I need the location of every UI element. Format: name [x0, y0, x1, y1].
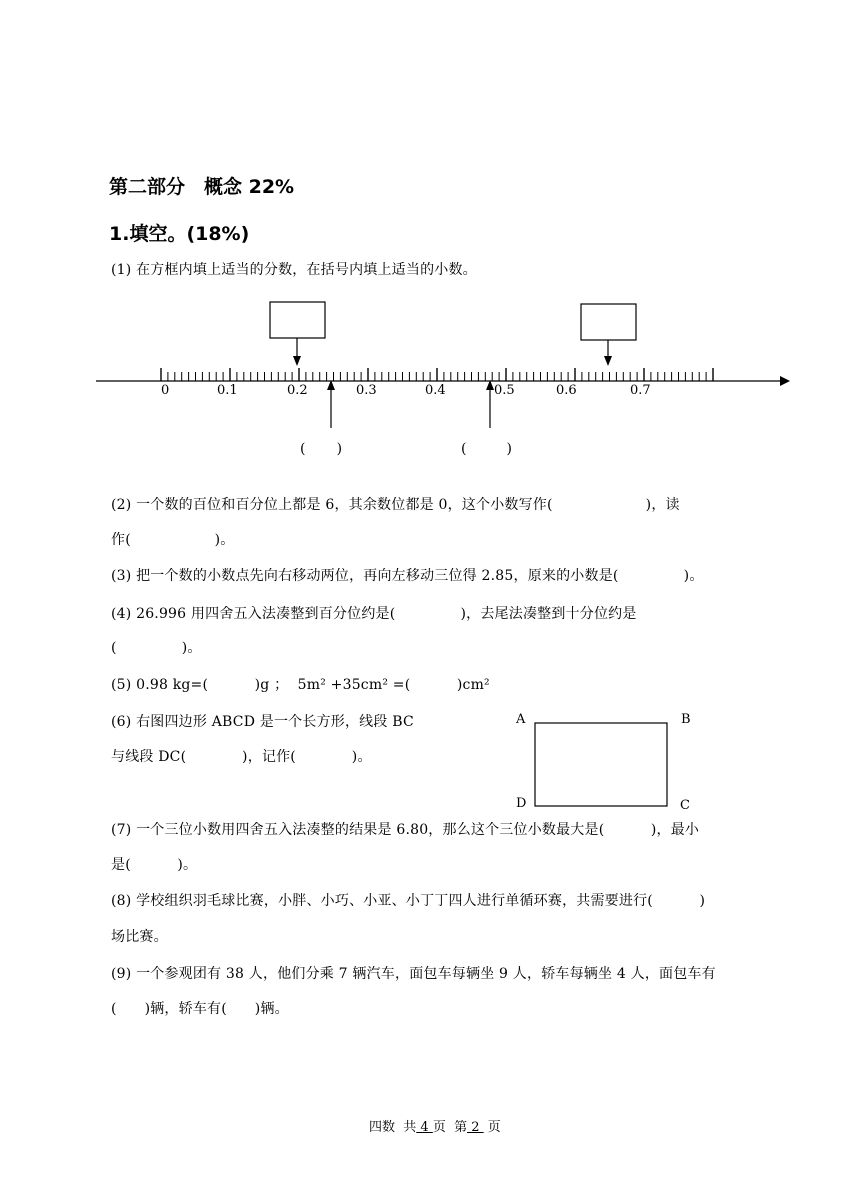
- tick-labels: [161, 383, 651, 398]
- item-9-line-1: (9) 一个参观团有 38 人，他们分乘 7 辆汽车，面包车每辆坐 9 人，轿车每辆坐 4 人，面包车有: [111, 966, 716, 982]
- item-9-line-2: ( )辆，轿车有( )辆。: [111, 1001, 289, 1017]
- tick-label-0: 0: [161, 383, 170, 398]
- down-arrow-right-head: [604, 356, 612, 366]
- question-title: 1.填空。(18%): [109, 223, 250, 245]
- section-title: 第二部分 概念 22%: [109, 176, 295, 198]
- item-2-line-1: (2) 一个数的百位和百分位上都是 6，其余数位都是 0，这个小数写作( )，读: [111, 497, 680, 513]
- tick-label-0.7: 0.7: [630, 383, 651, 398]
- vertex-a: A: [516, 712, 526, 727]
- item-3-text: (3) 把一个数的小数点先向右移动两位，再向左移动三位得 2.85，原来的小数是( )。: [111, 568, 704, 584]
- item-5-text: (5) 0.98 kg=( )g ； 5m² +35cm² =( )cm²: [111, 677, 490, 693]
- item-7-line-2: 是( )。: [111, 857, 198, 873]
- footer-suffix: 页: [483, 1120, 501, 1135]
- tick-label-0.5: 0.5: [494, 383, 515, 398]
- tick-marks: [161, 368, 713, 381]
- item-2-line-2: 作( )。: [111, 532, 235, 548]
- axis-arrowhead: [780, 376, 790, 386]
- vertex-c: C: [680, 798, 690, 813]
- page-footer: [369, 1116, 501, 1135]
- vertex-b: B: [681, 712, 691, 727]
- tick-label-0.4: 0.4: [425, 383, 446, 398]
- item-6-line-1: (6) 右图四边形 ABCD 是一个长方形，线段 BC: [111, 714, 414, 730]
- tick-label-0.1: 0.1: [217, 383, 238, 398]
- tick-label-0.6: 0.6: [556, 383, 577, 398]
- footer-mid: 页 第: [432, 1120, 468, 1135]
- item-1-text: (1) 在方框内填上适当的分数，在括号内填上适当的小数。: [111, 262, 477, 278]
- fraction-box-left[interactable]: [270, 302, 325, 338]
- item-4-line-2: ( )。: [111, 640, 202, 656]
- tick-label-0.3: 0.3: [356, 383, 377, 398]
- item-6-line-2: 与线段 DC( )，记作( )。: [111, 749, 372, 765]
- down-arrow-left-head: [293, 356, 301, 366]
- item-4-line-1: (4) 26.996 用四舍五入法凑整到百分位约是( )，去尾法凑整到十分位约是: [111, 606, 637, 622]
- vertex-d: D: [516, 796, 527, 811]
- item-8-line-1: (8) 学校组织羽毛球比赛，小胖、小巧、小亚、小丁丁四人进行单循环赛，共需要进行( ): [111, 893, 706, 909]
- tick-label-0.2: 0.2: [287, 383, 308, 398]
- item-8-line-2: 场比赛。: [111, 929, 168, 945]
- fraction-box-right[interactable]: [581, 304, 636, 340]
- decimal-answer-left[interactable]: ( ): [300, 441, 343, 457]
- number-line-figure: [0, 0, 860, 470]
- footer-total-pages: 4: [416, 1120, 433, 1135]
- footer-current-page: 2: [467, 1120, 484, 1135]
- item-7-line-1: (7) 一个三位小数用四舍五入法凑整的结果是 6.80，那么这个三位小数最大是( )，最小: [111, 822, 700, 838]
- rectangle-abcd: [535, 723, 667, 806]
- decimal-answer-right[interactable]: ( ): [461, 441, 512, 457]
- footer-prefix: 四数 共: [369, 1120, 417, 1135]
- rectangle-abcd-figure: [500, 705, 700, 815]
